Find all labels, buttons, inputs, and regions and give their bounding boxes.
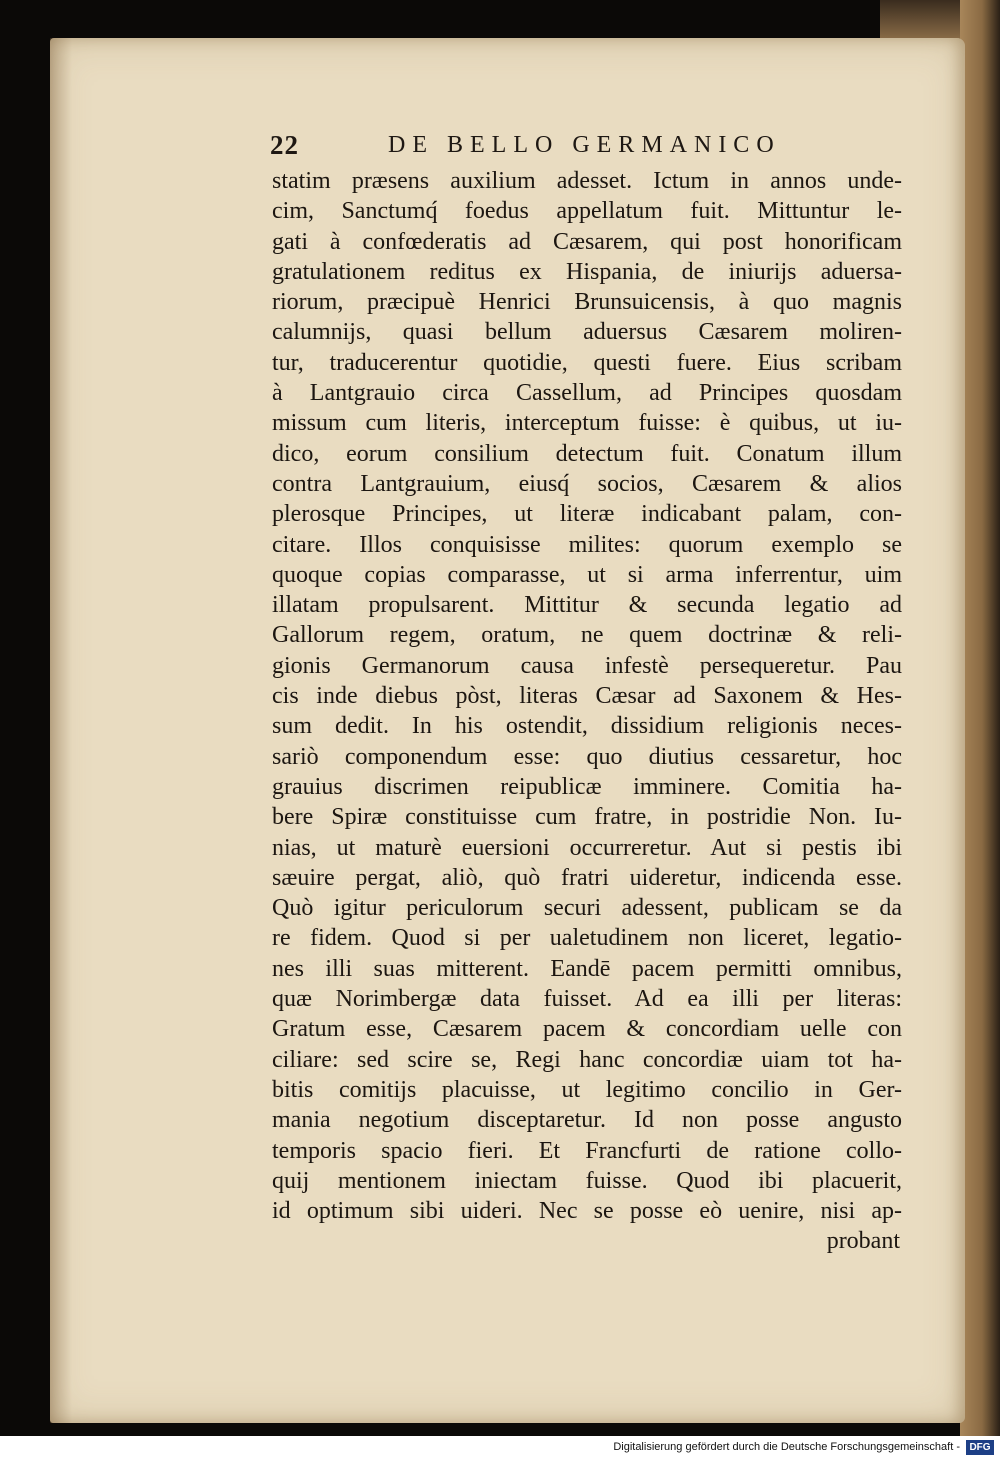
page-number: 22: [270, 130, 299, 160]
text-line: calumnijs, quasi bellum aduersus Cæsarem moliren-: [272, 319, 902, 346]
book-edge-right: [960, 0, 1000, 1436]
catchword: probant: [826, 1228, 900, 1254]
text-line: gratulationem reditus ex Hispania, de iniurijs aduersa-: [272, 258, 902, 285]
text-line: citare. Illos conquisisse milites: quorum exemplo se: [272, 531, 902, 558]
page-header: [270, 130, 830, 170]
text-line: sum dedit. In his ostendit, dissidium religionis neces-: [272, 713, 902, 740]
text-line: re fidem. Quod si per ualetudinem non liceret, legatio-: [272, 925, 902, 952]
text-line: contra Lantgrauium, eiusq́ socios, Cæsarem & alios: [272, 470, 902, 497]
text-line: sariò componendum esse: quo diutius cessaretur, hoc: [272, 743, 902, 770]
footer-band: [0, 1436, 1000, 1460]
text-line: bitis comitijs placuisse, ut legitimo concilio in Ger-: [272, 1076, 902, 1103]
text-line: gati à confœderatis ad Cæsarem, qui post honorificam: [272, 228, 902, 255]
text-line: grauius discrimen reipublicæ imminere. Comitia ha-: [272, 773, 902, 800]
text-line: temporis spacio fieri. Et Francfurti de ratione collo-: [272, 1137, 902, 1164]
text-line: Quò igitur periculorum securi adessent, publicam se da: [272, 895, 902, 922]
text-line: dico, eorum consilium detectum fuit. Conatum illum: [272, 440, 902, 467]
text-line: nes illi suas mitterent. Eandē pacem permitti omnibus,: [272, 955, 902, 982]
dfg-logo: DFG: [966, 1440, 994, 1455]
text-line: ciliare: sed scire se, Regi hanc concordiæ uiam tot ha-: [272, 1046, 902, 1073]
text-line: id optimum sibi uideri. Nec se posse eò uenire, nisi ap-: [272, 1198, 902, 1225]
text-line: cim, Sanctumq́ foedus appellatum fuit. Mittuntur le-: [272, 198, 902, 225]
text-line: tur, traducerentur quotidie, questi fuere. Eius scribam: [272, 349, 902, 376]
text-line: à Lantgrauio circa Cassellum, ad Principes quosdam: [272, 380, 902, 407]
text-line: Gallorum regem, oratum, ne quem doctrinæ & reli-: [272, 622, 902, 649]
text-line: statim præsens auxilium adesset. Ictum in annos unde-: [272, 168, 902, 194]
running-head: DE BELLO GERMANICO: [388, 132, 781, 158]
text-line: quij mentionem iniectam fuisse. Quod ibi placuerit,: [272, 1167, 902, 1194]
text-line: riorum, præcipuè Henrici Brunsuicensis, à quo magnis: [272, 289, 902, 316]
text-line: Gratum esse, Cæsarem pacem & concordiam uelle con: [272, 1016, 902, 1043]
text-line: bere Spiræ constituisse cum fratre, in postridie Non. Iu-: [272, 804, 902, 831]
text-line: mania negotium disceptaretur. Id non posse angusto: [272, 1107, 902, 1134]
text-line: quæ Norimbergæ data fuisset. Ad ea illi per literas:: [272, 986, 902, 1013]
text-line: sæuire pergat, aliò, quò fratri uideretur, indicenda esse.: [272, 864, 902, 891]
body-text: [272, 166, 902, 1226]
text-line: gionis Germanorum causa infestè persequeretur. Pau: [272, 652, 902, 679]
text-line: plerosque Principes, ut literæ indicabant palam, con-: [272, 501, 902, 528]
funding-credit: Digitalisierung gefördert durch die Deutsche Forschungsgemeinschaft -: [613, 1441, 960, 1453]
text-line: quoque copias comparasse, ut si arma inferrentur, uim: [272, 561, 902, 588]
text-line: illatam propulsarent. Mittitur & secunda legatio ad: [272, 592, 902, 619]
text-line: missum cum literis, interceptum fuisse: è quibus, ut iu-: [272, 410, 902, 437]
page-gutter-shadow: [50, 38, 72, 1423]
text-line: cis inde diebus pòst, literas Cæsar ad Saxonem & Hes-: [272, 683, 902, 710]
text-line: nias, ut maturè euersioni occurreretur. Aut si pestis ibi: [272, 834, 902, 861]
